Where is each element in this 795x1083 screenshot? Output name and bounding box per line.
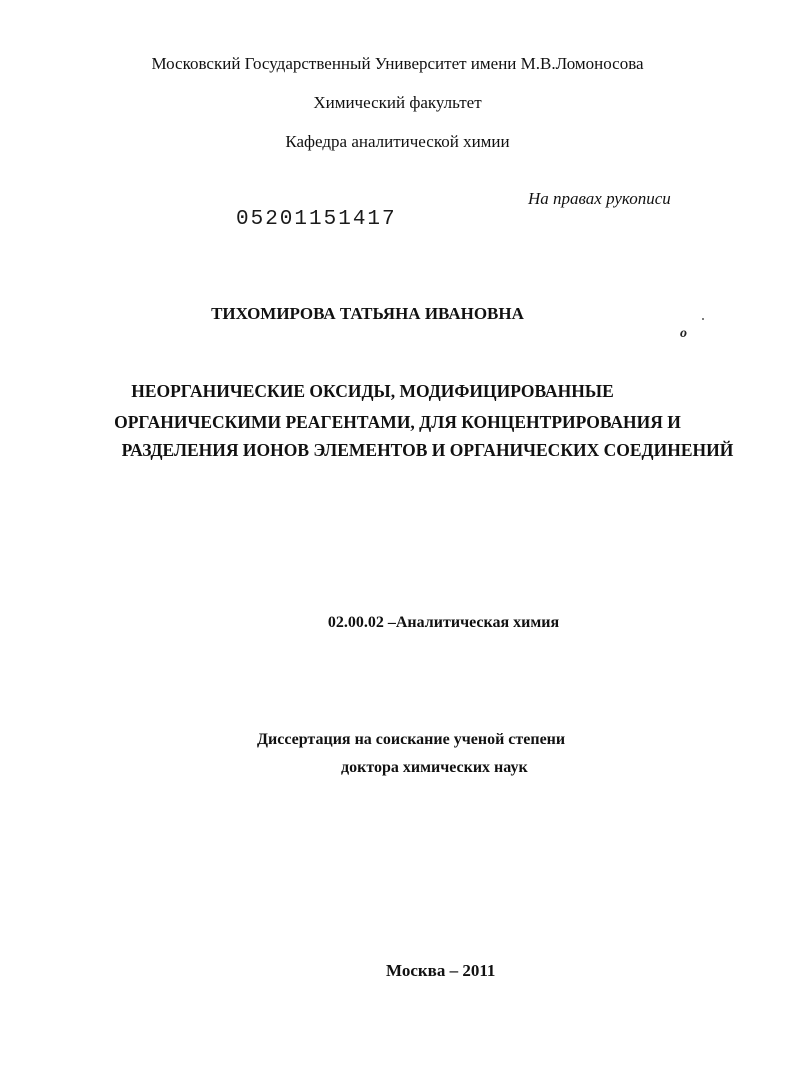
title-line-2: ОРГАНИЧЕСКИМИ РЕАГЕНТАМИ, ДЛЯ КОНЦЕНТРИРОВАНИЯ И [114,412,681,432]
title-line-3: РАЗДЕЛЕНИЯ ИОНОВ ЭЛЕМЕНТОВ И ОРГАНИЧЕСКИХ СОЕДИНЕНИЙ [121,440,734,460]
faculty-name: Химический факультет [313,93,482,112]
specialty-code: 02.00.02 –Аналитическая химия [327,614,560,631]
manuscript-rights-note: На правах рукописи [528,189,671,208]
department-name: Кафедра аналитической химии [285,132,510,151]
stray-mark: o [680,326,687,341]
degree-line-2: доктора химических наук [341,759,528,776]
archive-number-stamp: 05201151417 [236,208,397,231]
title-line-1: НЕОРГАНИЧЕСКИЕ ОКСИДЫ, МОДИФИЦИРОВАННЫЕ [131,381,614,401]
degree-line-1: Диссертация на соискание ученой степени [257,731,566,748]
city-year: Москва – 2011 [386,961,496,980]
author-name: ТИХОМИРОВА ТАТЬЯНА ИВАНОВНА [211,304,524,323]
university-name: Московский Государственный Университет имени М.В.Ломоносова [151,54,644,73]
speck-dot [702,318,704,320]
